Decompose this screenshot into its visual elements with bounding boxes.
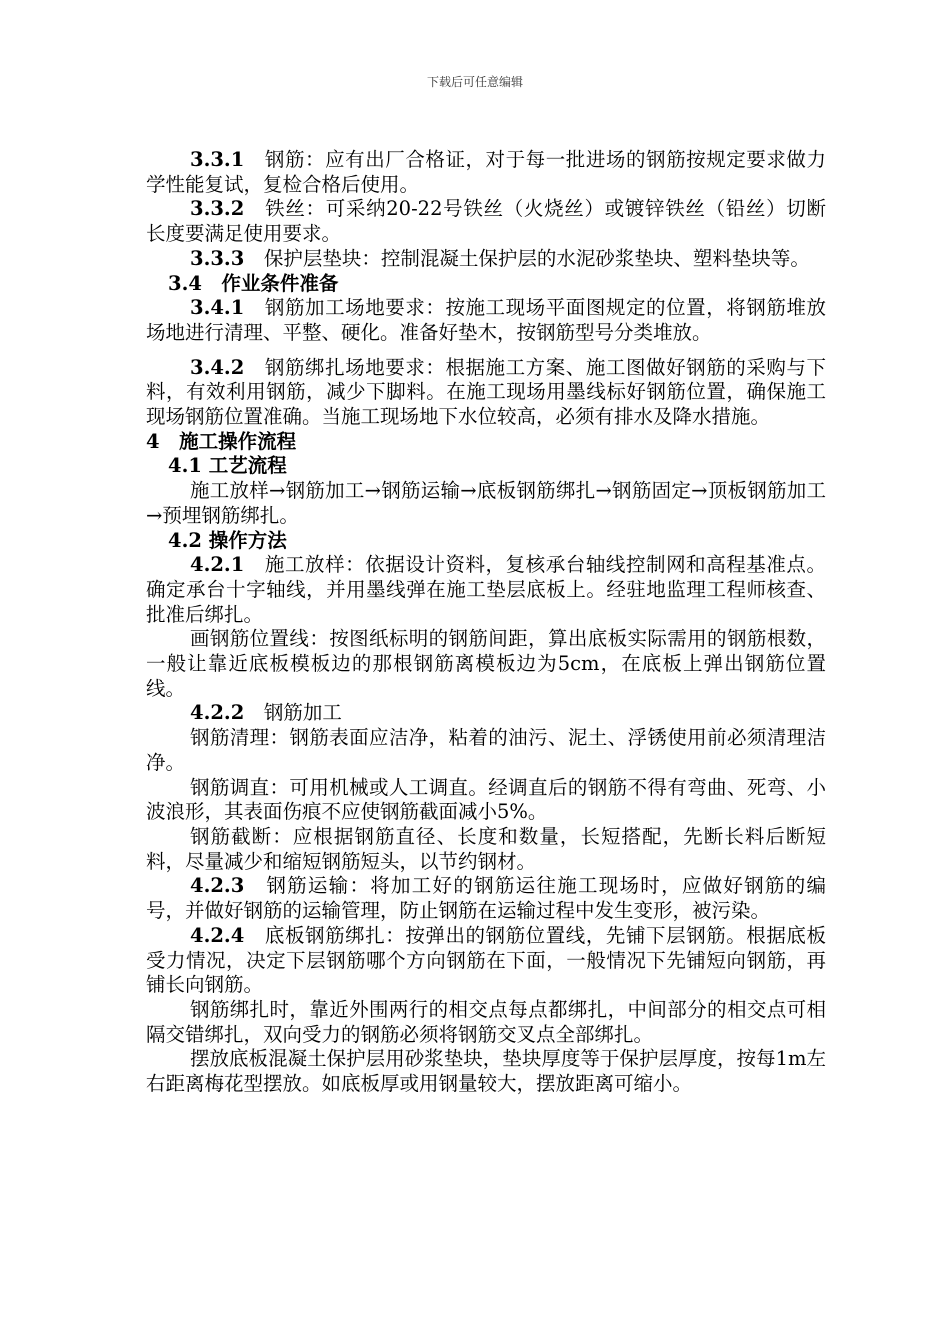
clause-number: 4.2.1 (190, 553, 245, 577)
clause-3-3-3 (146, 247, 826, 272)
clause-number: 3.3.3 (190, 246, 245, 270)
clause-text: 施工放样：依据设计资料，复核承台轴线控制网和高程基准点。确定承台十字轴线，并用墨线弹在施工垫层底板上。经驻地监理工程师核查、批准后绑扎。 (146, 553, 826, 626)
clause-number: 4.2.4 (190, 923, 245, 947)
heading-4: 4 施工操作流程 (146, 429, 297, 453)
clause-4-2-2 (146, 701, 826, 726)
clause-number: 3.4.1 (190, 296, 245, 320)
heading-3-4: 3.4 作业条件准备 (168, 271, 339, 295)
clause-text: 钢筋加工 (263, 701, 342, 725)
clause-text: 保护层垫块：控制混凝土保护层的水泥砂浆垫块、塑料垫块等。 (263, 246, 810, 270)
paragraph-spacer-blocks: 摆放底板混凝土保护层用砂浆垫块，垫块厚度等于保护层厚度，按每1m左右距离梅花型摆放。如底板厚或用钢量较大，摆放距离可缩小。 (146, 1047, 826, 1096)
paragraph-straightening: 钢筋调直：可用机械或人工调直。经调直后的钢筋不得有弯曲、死弯、小波浪形，其表面伤痕不应使钢筋截面减小5%。 (146, 775, 826, 824)
page-header: 下载后可任意编辑 (426, 75, 523, 89)
clause-text: 钢筋绑扎场地要求：根据施工方案、施工图做好钢筋的采购与下料，有效利用钢筋，减少下脚料。在施工现场用墨线标好钢筋位置，确保施工现场钢筋位置准确。当施工现场地下水位较高，必须有排水及降水措施。 (146, 355, 826, 429)
paragraph-cleaning: 钢筋清理：钢筋表面应洁净，粘着的油污、泥土、浮锈使用前必须清理洁净。 (146, 726, 826, 774)
clause-number: 4.2.3 (190, 874, 245, 898)
process-flow: 施工放样→钢筋加工→钢筋运输→底板钢筋绑扎→钢筋固定→顶板钢筋加工→预埋钢筋绑扎。 (146, 479, 826, 527)
clause-number: 3.3.2 (190, 197, 245, 221)
clause-number: 4.2.2 (190, 701, 245, 725)
clause-3-4-2 (146, 356, 826, 430)
heading-4-2: 4.2 操作方法 (168, 528, 287, 552)
heading-4-1: 4.1 工艺流程 (168, 454, 287, 478)
clause-3-3-1 (146, 148, 826, 197)
clause-text: 钢筋加工场地要求：按施工现场平面图规定的位置，将钢筋堆放场地进行清理、平整、硬化。准备好垫木，按钢筋型号分类堆放。 (146, 296, 826, 344)
paragraph-cutting: 钢筋截断：应根据钢筋直径、长度和数量，长短搭配，先断长料后断短料，尽量减少和缩短钢筋短头，以节约钢材。 (146, 824, 826, 873)
clause-4-2-3 (146, 874, 826, 923)
clause-text: 钢筋：应有出厂合格证，对于每一批进场的钢筋按规定要求做力学性能复试，复检合格后使用。 (146, 148, 826, 196)
paragraph-binding: 钢筋绑扎时，靠近外围两行的相交点每点都绑扎，中间部分的相交点可相隔交错绑扎，双向受力的钢筋必须将钢筋交叉点全部绑扎。 (146, 997, 826, 1046)
clause-3-3-2 (146, 197, 826, 246)
clause-number: 3.3.1 (190, 148, 245, 171)
clause-3-4-1 (146, 296, 826, 345)
paragraph-layout-lines: 画钢筋位置线：按图纸标明的钢筋间距，算出底板实际需用的钢筋根数，一般让靠近底板模板边的那根钢筋离模板边为5cm，在底板上弹出钢筋位置线。 (146, 627, 826, 700)
clause-4-2-1 (146, 553, 826, 627)
clause-number: 3.4.2 (190, 355, 245, 379)
clause-text: 铁丝：可采纳20-22号铁丝（火烧丝）或镀锌铁丝（铅丝）切断长度要满足使用要求。 (146, 197, 826, 246)
document-body (146, 148, 826, 1097)
clause-text: 底板钢筋绑扎：按弹出的钢筋位置线，先铺下层钢筋。根据底板受力情况，决定下层钢筋哪个方向钢筋在下面，一般情况下先铺短向钢筋，再铺长向钢筋。 (146, 923, 826, 997)
clause-4-2-4 (146, 924, 826, 998)
clause-text: 钢筋运输：将加工好的钢筋运往施工现场时，应做好钢筋的编号，并做好钢筋的运输管理，防止钢筋在运输过程中发生变形，被污染。 (146, 874, 826, 923)
